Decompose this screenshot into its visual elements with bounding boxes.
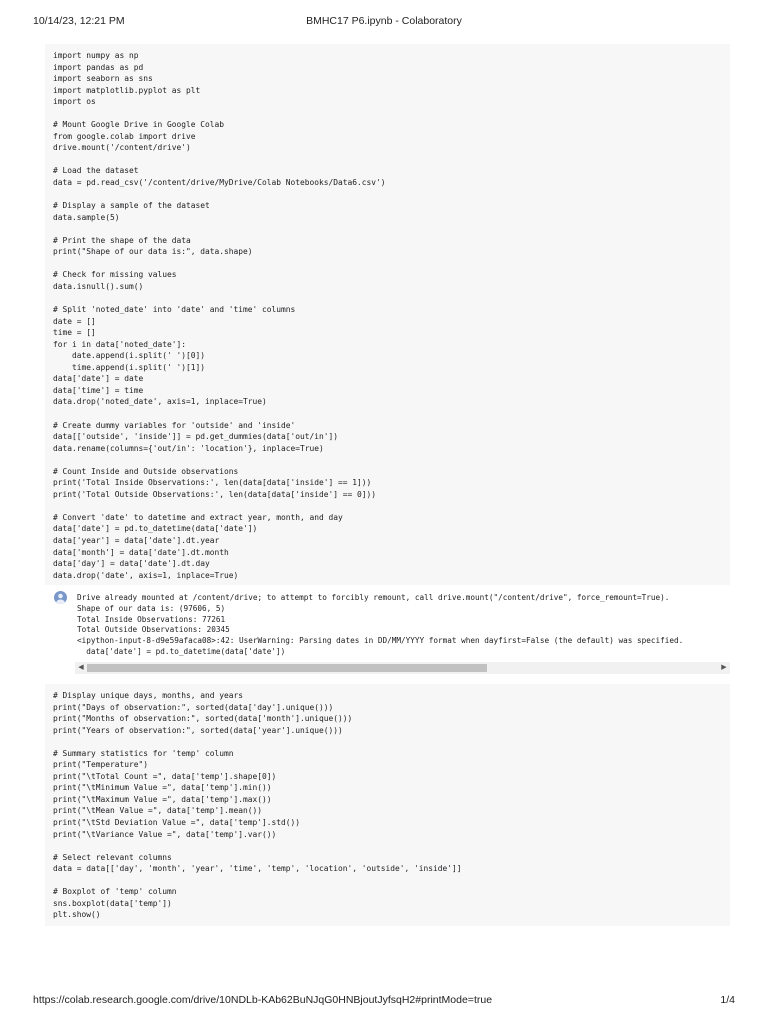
code-line: # Count Inside and Outside observations bbox=[53, 466, 239, 476]
code-line bbox=[53, 408, 730, 420]
code-line: # Split 'noted_date' into 'date' and 'time' columns bbox=[53, 305, 296, 315]
scroll-left-arrow-icon[interactable]: ◀ bbox=[78, 664, 84, 671]
code-line: print("\tMinimum Value =", data['temp'].min()) bbox=[53, 783, 272, 793]
code-line: print("Shape of our data is:", data.shape) bbox=[53, 247, 253, 257]
code-line: print("Months of observation:", sorted(data['month'].unique())) bbox=[53, 714, 353, 724]
code-line: # Print the shape of the data bbox=[53, 235, 191, 245]
code-line: time = [] bbox=[53, 328, 96, 338]
code-line: print("\tMaximum Value =", data['temp'].max()) bbox=[53, 794, 272, 804]
print-footer bbox=[0, 994, 768, 1008]
code-line: print("\tMean Value =", data['temp'].mean()) bbox=[53, 806, 263, 816]
code-line: # Check for missing values bbox=[53, 270, 177, 280]
code-editor[interactable] bbox=[45, 44, 730, 581]
code-line: data[['outside', 'inside']] = pd.get_dummies(data['out/in']) bbox=[53, 432, 339, 442]
print-header bbox=[0, 15, 768, 29]
code-line: print("\tVariance Value =", data['temp'].var()) bbox=[53, 829, 277, 839]
code-line: drive.mount('/content/drive') bbox=[53, 143, 191, 153]
code-line: data = data[['day', 'month', 'year', 'time', 'temp', 'location', 'outside', 'inside']] bbox=[53, 864, 462, 874]
code-line: data = pd.read_csv('/content/drive/MyDrive/Colab Notebooks/Data6.csv') bbox=[53, 178, 386, 188]
page-number: 1/4 bbox=[720, 994, 735, 1006]
code-line: print('Total Inside Observations:', len(data[data['inside'] == 1])) bbox=[53, 478, 372, 488]
code-line: import matplotlib.pyplot as plt bbox=[53, 85, 201, 95]
code-line: # Display unique days, months, and years bbox=[53, 691, 244, 700]
scrollbar-thumb[interactable] bbox=[87, 664, 487, 672]
code-line: # Create dummy variables for 'outside' and 'inside' bbox=[53, 420, 296, 430]
code-line bbox=[53, 189, 730, 201]
code-line: print("Years of observation:", sorted(data['year'].unique())) bbox=[53, 725, 343, 735]
code-line bbox=[53, 454, 730, 466]
code-line: data.drop('date', axis=1, inplace=True) bbox=[53, 570, 239, 580]
code-line bbox=[53, 500, 730, 512]
output-line: <ipython-input-8-d9e59afaca08>:42: UserWarning: Parsing dates in DD/MM/YYYY format when dayfirst=False (the default) was specified. bbox=[77, 636, 684, 646]
code-line bbox=[53, 840, 730, 852]
code-line: # Convert 'date' to datetime and extract year, month, and day bbox=[53, 512, 343, 522]
code-line bbox=[53, 108, 730, 120]
code-line: import seaborn as sns bbox=[53, 74, 153, 84]
code-line bbox=[53, 258, 730, 270]
code-line: from google.colab import drive bbox=[53, 131, 196, 141]
code-line: data['month'] = data['date'].dt.month bbox=[53, 547, 229, 557]
code-line: sns.boxplot(data['temp']) bbox=[53, 898, 172, 908]
code-cell-1[interactable] bbox=[45, 44, 730, 585]
output-user-icon bbox=[54, 591, 67, 604]
code-line: date = [] bbox=[53, 316, 96, 326]
code-line bbox=[53, 223, 730, 235]
code-line bbox=[53, 875, 730, 887]
notebook-title: BMHC17 P6.ipynb - Colaboratory bbox=[306, 15, 462, 27]
code-line: print("Days of observation:", sorted(data['day'].unique())) bbox=[53, 702, 334, 712]
code-line bbox=[53, 736, 730, 748]
output-line: Drive already mounted at /content/drive; to attempt to forcibly remount, call drive.mount("/content/drive", force_remount=True). bbox=[77, 593, 670, 602]
code-line: date.append(i.split(' ')[0]) bbox=[53, 351, 206, 361]
code-line: data.drop('noted_date', axis=1, inplace=True) bbox=[53, 397, 267, 407]
cell-output bbox=[45, 588, 735, 680]
code-line: import numpy as np bbox=[53, 51, 139, 60]
code-line: print("Temperature") bbox=[53, 760, 149, 770]
output-line: Shape of our data is: (97606, 5) bbox=[77, 603, 226, 613]
scroll-right-arrow-icon[interactable]: ▶ bbox=[721, 664, 727, 671]
print-datetime: 10/14/23, 12:21 PM bbox=[33, 15, 125, 27]
code-line: print("\tStd Deviation Value =", data['temp'].std()) bbox=[53, 818, 301, 828]
output-horizontal-scrollbar[interactable] bbox=[75, 662, 730, 674]
code-line: # Boxplot of 'temp' column bbox=[53, 887, 177, 897]
code-line: data.rename(columns={'out/in': 'location'}, inplace=True) bbox=[53, 443, 324, 453]
code-line: plt.show() bbox=[53, 910, 101, 920]
code-line: for i in data['noted_date']: bbox=[53, 339, 187, 349]
output-line: data['date'] = pd.to_datetime(data['date']) bbox=[77, 646, 286, 656]
code-line: print("\tTotal Count =", data['temp'].shape[0]) bbox=[53, 771, 277, 781]
code-editor[interactable] bbox=[45, 684, 730, 921]
code-line bbox=[53, 154, 730, 166]
page-url: https://colab.research.google.com/drive/10NDLb-KAb62BuNJqG0HNBjoutJyfsqH2#printMode=true bbox=[33, 994, 493, 1006]
code-line: data.isnull().sum() bbox=[53, 281, 144, 291]
code-line: data['day'] = data['date'].dt.day bbox=[53, 559, 210, 569]
code-line: # Select relevant columns bbox=[53, 852, 172, 862]
code-line: print('Total Outside Observations:', len(data[data['inside'] == 0])) bbox=[53, 489, 377, 499]
code-line: data['date'] = date bbox=[53, 374, 144, 384]
code-cell-2[interactable] bbox=[45, 684, 730, 926]
code-line: # Display a sample of the dataset bbox=[53, 201, 210, 211]
code-line bbox=[53, 292, 730, 304]
code-line: data['date'] = pd.to_datetime(data['date']) bbox=[53, 524, 258, 534]
code-line: time.append(i.split(' ')[1]) bbox=[53, 362, 206, 372]
output-line: Total Inside Observations: 77261 bbox=[77, 614, 226, 624]
code-line: # Mount Google Drive in Google Colab bbox=[53, 120, 225, 130]
code-line: data.sample(5) bbox=[53, 212, 120, 222]
code-line: data['time'] = time bbox=[53, 385, 144, 395]
code-line: import pandas as pd bbox=[53, 62, 144, 72]
code-line: # Load the dataset bbox=[53, 166, 139, 176]
code-line: import os bbox=[53, 97, 96, 107]
output-text bbox=[77, 593, 683, 658]
code-line: # Summary statistics for 'temp' column bbox=[53, 748, 234, 758]
code-line: data['year'] = data['date'].dt.year bbox=[53, 535, 220, 545]
output-line: Total Outside Observations: 20345 bbox=[77, 625, 230, 635]
